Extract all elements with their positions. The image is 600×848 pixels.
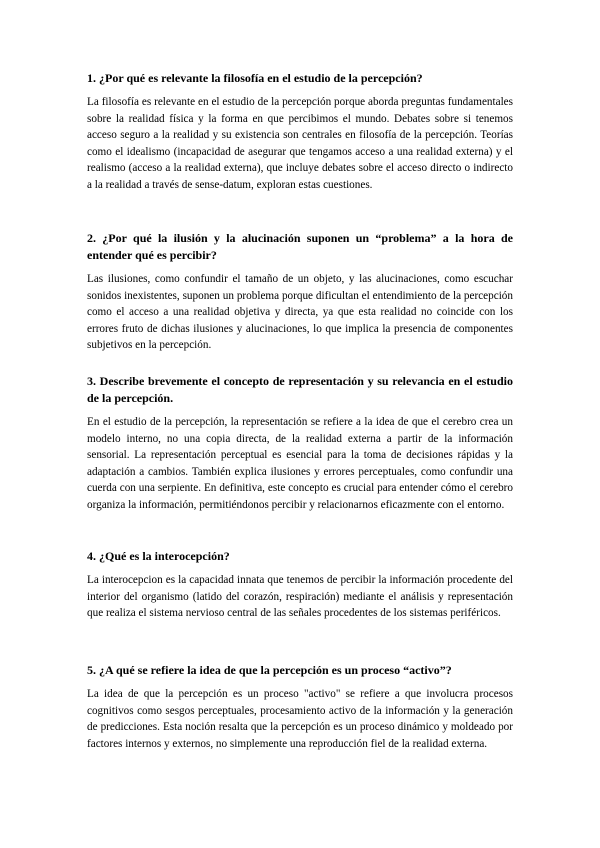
question-1-heading: 1. ¿Por qué es relevante la filosofía en el estudio de la percepción? <box>87 71 423 85</box>
question-4-heading: 4. ¿Qué es la interocepción? <box>87 549 230 563</box>
question-5-heading: 5. ¿A qué se refiere la idea de que la percepción es un proceso “activo”? <box>87 663 452 677</box>
question-3-heading: 3. Describe brevemente el concepto de representación y su relevancia en el estudio de la percepción. <box>87 374 513 405</box>
section-5 <box>87 662 513 752</box>
section-4 <box>87 548 513 622</box>
section-1 <box>87 70 513 194</box>
answer-1-paragraph: La filosofía es relevante en el estudio de la percepción porque aborda preguntas fundamentales sobre la realidad física y la forma en que percibimos el mundo. Debates sobre si tenemos acceso seguro a la realidad y su existencia son centrales en filosofía de la percepción. Teorías como el idealismo (incapacidad de asegurar que tengamos acceso a una realidad externa) y el realismo (acceso a la realidad externa), que incluye debates sobre el acceso directo o indirecto a la realidad a través de sense-datum, exploran estas cuestiones. <box>87 96 513 191</box>
answer-2-paragraph: Las ilusiones, como confundir el tamaño de un objeto, y las alucinaciones, como escuchar sonidos inexistentes, suponen un problema porque dificultan el entendimiento de la percepción como el acceso a una realidad objetiva y directa, ya que esta realidad no coincide con los errores fruto de dichas ilusiones y alucinaciones, lo que implica la presencia de componentes subjetivos en la percepción. <box>87 273 513 352</box>
section-2 <box>87 230 513 354</box>
answer-4-paragraph: La interocepcion es la capacidad innata que tenemos de percibir la información procedente del interior del organismo (latido del corazón, respiración) mediante el análisis y representación que realiza el sistema nervioso central de las señales procedentes de los sistemas periféricos. <box>87 574 513 620</box>
answer-3-paragraph: En el estudio de la percepción, la representación se refiere a la idea de que el cerebro crea un modelo interno, no una copia directa, de la realidad externa a partir de la información sensorial. La representación perceptual es esencial para la toma de decisiones rápidas y la adaptación a cambios. También explica ilusiones y errores perceptuales, como confundir una cuerda con una serpiente. En definitiva, este concepto es crucial para entender cómo el cerebro organiza la información, permitiéndonos percibir y relacionarnos eficazmente con el entorno. <box>87 416 513 511</box>
question-2-heading: 2. ¿Por qué la ilusión y la alucinación suponen un “problema” a la hora de entender qué es percibir? <box>87 231 513 262</box>
section-3 <box>87 373 513 514</box>
answer-5-paragraph: La idea de que la percepción es un proceso "activo" se refiere a que involucra procesos cognitivos como sesgos perceptuales, procesamiento activo de la información y la generación de predicciones. Esta noción resalta que la percepción es un proceso dinámico y moldeado por factores internos y externos, no simplemente una reproducción fiel de la realidad externa. <box>87 688 513 750</box>
